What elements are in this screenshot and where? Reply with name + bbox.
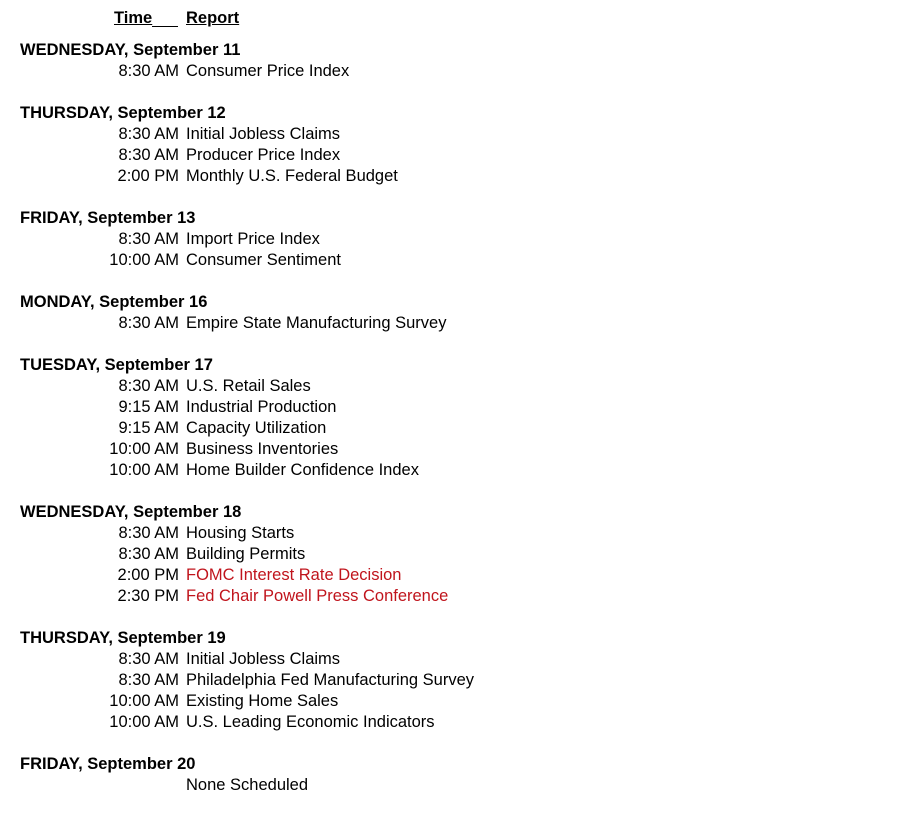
event-row bbox=[20, 439, 898, 460]
schedule-list bbox=[20, 40, 898, 796]
event-report: U.S. Retail Sales bbox=[186, 377, 311, 395]
event-time: 8:30 AM bbox=[118, 62, 179, 80]
time-column-header: Time bbox=[114, 9, 179, 28]
event-report: U.S. Leading Economic Indicators bbox=[186, 713, 435, 731]
event-report: Initial Jobless Claims bbox=[186, 650, 341, 668]
event-time: 2:00 PM bbox=[117, 566, 179, 584]
event-time: 8:30 AM bbox=[118, 146, 179, 164]
day-title: FRIDAY, September 20 bbox=[20, 755, 196, 773]
day-section bbox=[20, 628, 898, 733]
day-section bbox=[20, 292, 898, 334]
day-title: TUESDAY, September 17 bbox=[20, 356, 213, 374]
event-report: Import Price Index bbox=[186, 230, 320, 248]
event-row bbox=[20, 649, 898, 670]
event-row bbox=[20, 523, 898, 544]
event-row bbox=[20, 544, 898, 565]
event-time: 10:00 AM bbox=[109, 461, 179, 479]
event-row bbox=[20, 418, 898, 439]
day-title: WEDNESDAY, September 18 bbox=[20, 503, 242, 521]
day-title: FRIDAY, September 13 bbox=[20, 209, 196, 227]
event-row bbox=[20, 460, 898, 481]
event-report: Consumer Price Index bbox=[186, 62, 350, 80]
event-time: 9:15 AM bbox=[118, 398, 179, 416]
event-row bbox=[20, 397, 898, 418]
event-report: Capacity Utilization bbox=[186, 419, 327, 437]
day-title: THURSDAY, September 12 bbox=[20, 104, 226, 122]
event-report: Consumer Sentiment bbox=[186, 251, 341, 269]
event-report: Philadelphia Fed Manufacturing Survey bbox=[186, 671, 475, 689]
event-time: 10:00 AM bbox=[109, 440, 179, 458]
event-report: Housing Starts bbox=[186, 524, 295, 542]
event-row bbox=[20, 250, 898, 271]
day-section bbox=[20, 208, 898, 271]
event-row bbox=[20, 229, 898, 250]
event-time: 8:30 AM bbox=[118, 671, 179, 689]
event-report-highlighted: FOMC Interest Rate Decision bbox=[186, 566, 402, 584]
event-row bbox=[20, 376, 898, 397]
event-report: Initial Jobless Claims bbox=[186, 125, 341, 143]
column-header bbox=[20, 9, 898, 30]
event-row bbox=[20, 691, 898, 712]
event-report: None Scheduled bbox=[186, 776, 309, 794]
day-title: THURSDAY, September 19 bbox=[20, 629, 226, 647]
event-report: Home Builder Confidence Index bbox=[186, 461, 419, 479]
day-section bbox=[20, 502, 898, 607]
event-time: 8:30 AM bbox=[118, 230, 179, 248]
event-time: 10:00 AM bbox=[109, 692, 179, 710]
event-time: 2:30 PM bbox=[117, 587, 179, 605]
event-row bbox=[20, 145, 898, 166]
event-time: 8:30 AM bbox=[118, 377, 179, 395]
event-report: Building Permits bbox=[186, 545, 306, 563]
event-row bbox=[20, 586, 898, 607]
day-section bbox=[20, 754, 898, 796]
day-section bbox=[20, 40, 898, 82]
event-report: Producer Price Index bbox=[186, 146, 341, 164]
event-row bbox=[20, 712, 898, 733]
event-row bbox=[20, 313, 898, 334]
event-time: 10:00 AM bbox=[109, 251, 179, 269]
event-time: 10:00 AM bbox=[109, 713, 179, 731]
event-row bbox=[20, 124, 898, 145]
event-time: 8:30 AM bbox=[118, 545, 179, 563]
event-report: Empire State Manufacturing Survey bbox=[186, 314, 447, 332]
report-column-header: Report bbox=[186, 9, 240, 27]
event-row bbox=[20, 166, 898, 187]
event-row bbox=[20, 61, 898, 82]
day-section bbox=[20, 103, 898, 187]
day-title: WEDNESDAY, September 11 bbox=[20, 41, 241, 59]
event-report: Monthly U.S. Federal Budget bbox=[186, 167, 398, 185]
event-row bbox=[20, 670, 898, 691]
event-report: Existing Home Sales bbox=[186, 692, 339, 710]
event-report-highlighted: Fed Chair Powell Press Conference bbox=[186, 587, 449, 605]
event-report: Industrial Production bbox=[186, 398, 337, 416]
day-section bbox=[20, 355, 898, 481]
event-time: 8:30 AM bbox=[118, 314, 179, 332]
event-time: 9:15 AM bbox=[118, 419, 179, 437]
event-time: 8:30 AM bbox=[118, 125, 179, 143]
event-time: 8:30 AM bbox=[118, 524, 179, 542]
event-row bbox=[20, 565, 898, 586]
event-row bbox=[20, 775, 898, 796]
event-time: 8:30 AM bbox=[118, 650, 179, 668]
event-time: 2:00 PM bbox=[117, 167, 179, 185]
day-title: MONDAY, September 16 bbox=[20, 293, 208, 311]
event-report: Business Inventories bbox=[186, 440, 339, 458]
